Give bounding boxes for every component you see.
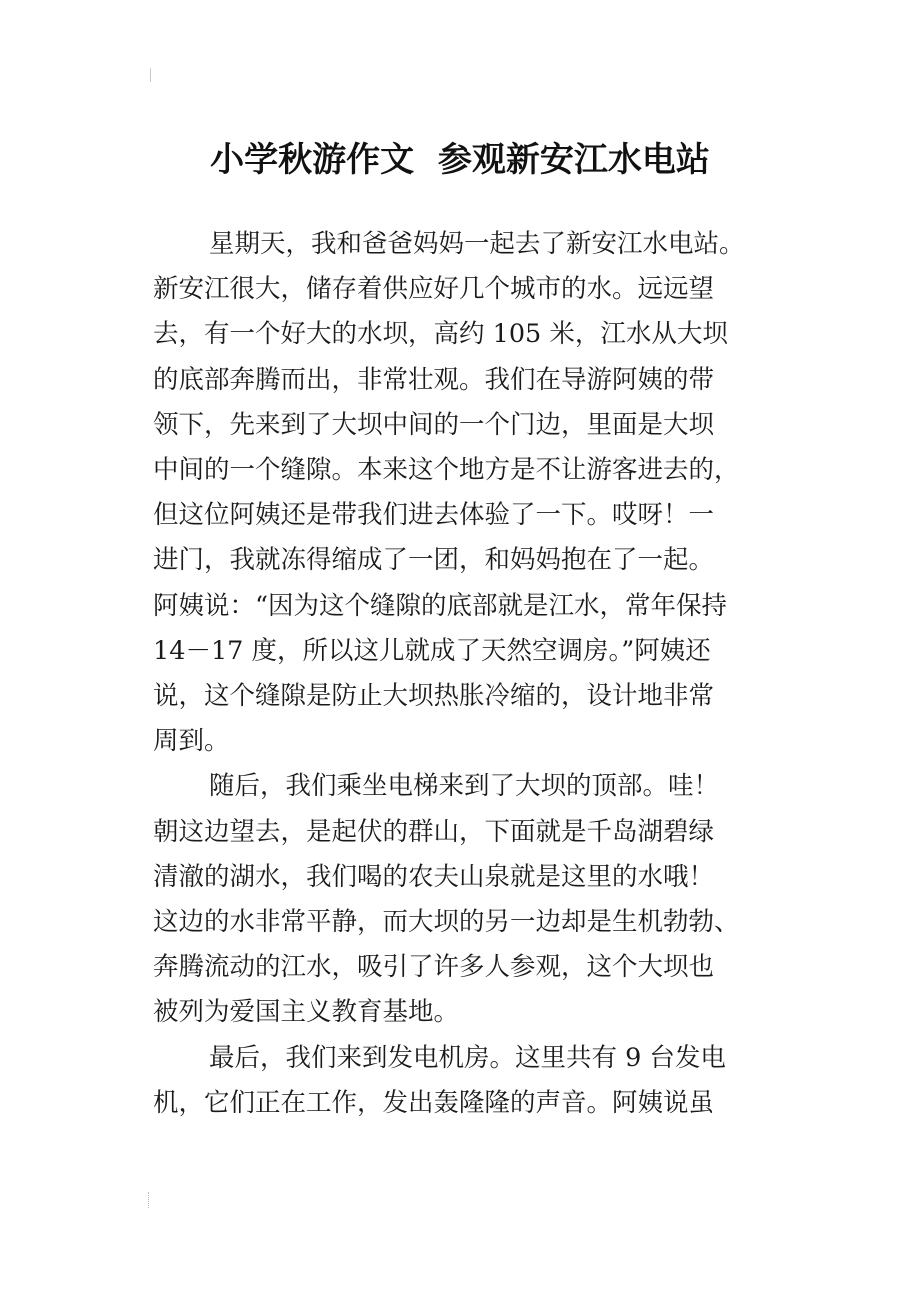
text-line: 说，这个缝隙是防止大坝热胀冷缩的，设计地非常 [153,681,715,712]
text-line: 领下，先来到了大坝中间的一个门边，里面是大坝 [153,409,715,440]
paragraph-2 [153,764,793,1035]
article-body [153,222,793,1126]
text-line: 但这位阿姨还是带我们进去体验了一下。哎呀！一 [153,500,715,531]
page-corner-mark-bottom [148,1192,155,1208]
text-line: 机，它们正在工作，发出轰隆隆的声音。阿姨说虽 [153,1087,715,1118]
text-line: 新安江很大，储存着供应好几个城市的水。远远望 [153,274,715,305]
text-line: 阿姨说：“因为这个缝隙的底部就是江水，常年保持 [153,590,728,621]
paragraph-3 [153,1036,793,1126]
page-corner-mark-top [150,68,157,82]
text-line: 周到。 [153,726,230,757]
text-line: 去，有一个好大的水坝，高约 105 米，江水从大坝 [153,319,728,350]
text-line: 随后，我们乘坐电梯来到了大坝的顶部。哇！ [209,771,720,802]
text-line: 的底部奔腾而出，非常壮观。我们在导游阿姨的带 [153,364,715,395]
text-line: 中间的一个缝隙。本来这个地方是不让游客进去的， [153,455,740,486]
text-line: 清澈的湖水，我们喝的农夫山泉就是这里的水哦！ [153,861,715,892]
text-line: 星期天，我和爸爸妈妈一起去了新安江水电站。 [209,229,745,259]
text-line: 奔腾流动的江水，吸引了许多人参观，这个大坝也 [153,952,715,983]
paragraph-1 [153,222,793,764]
text-line: 最后，我们来到发电机房。这里共有 9 台发电 [209,1042,726,1073]
text-line: 14－17 度，所以这儿就成了天然空调房。”阿姨还 [153,635,711,666]
text-line: 被列为爱国主义教育基地。 [153,997,460,1028]
text-line: 朝这边望去，是起伏的群山，下面就是千岛湖碧绿 [153,816,715,847]
text-line: 这边的水非常平静，而大坝的另一边却是生机勃勃、 [153,907,740,938]
page-title: 小学秋游作文 参观新安江水电站 [210,139,710,180]
text-line: 进门，我就冻得缩成了一团，和妈妈抱在了一起。 [153,545,715,576]
